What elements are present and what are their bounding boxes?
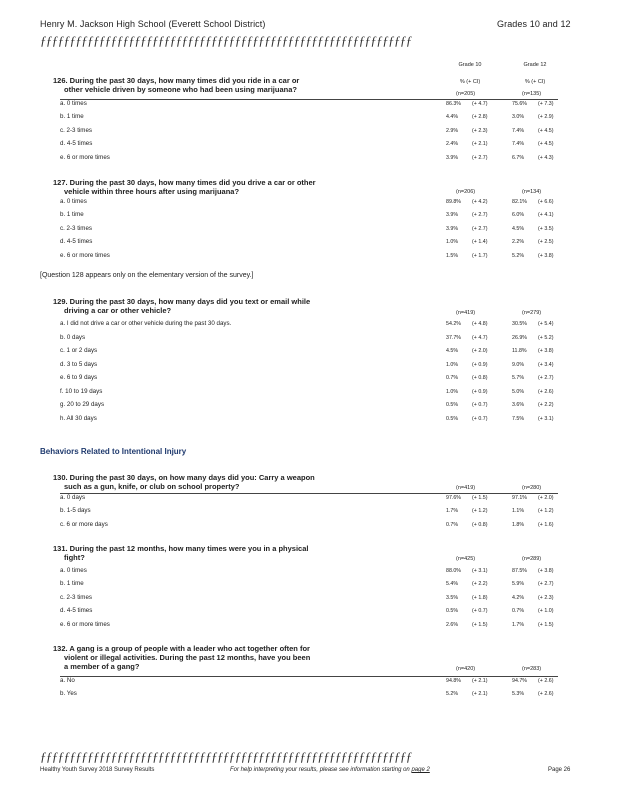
grade12-ci: (+ 2.7) — [538, 375, 554, 381]
grade12-ci: (+ 7.3) — [538, 101, 554, 107]
grade10-sample-size: (n=205) — [456, 91, 476, 97]
grades-label: Grades 10 and 12 — [497, 19, 571, 29]
grade12-ci: (+ 2.7) — [538, 581, 554, 588]
grade12-percent: 94.7% — [512, 678, 528, 684]
grade12-ci: (+ 1.6) — [538, 521, 554, 528]
grade10-sample-size: (n=419) — [456, 485, 476, 491]
question-line: 127. During the past 30 days, how many times did you drive a car or other — [53, 178, 316, 187]
grade10-percent: 1.0% — [446, 239, 459, 246]
grade10-percent: 0.5% — [446, 608, 459, 615]
answer-label: a. 0 times — [60, 100, 87, 107]
question-line: such as a gun, knife, or club on school property? — [64, 482, 240, 491]
grade10-ci: (+ 2.3) — [472, 127, 488, 134]
answer-label: c. 2-3 times — [60, 126, 92, 134]
footer-divider: ƒƒƒƒƒƒƒƒƒƒƒƒƒƒƒƒƒƒƒƒƒƒƒƒƒƒƒƒƒƒƒƒƒƒƒƒƒƒƒƒƒƒƒƒƒƒƒƒƒƒƒƒƒƒƒƒƒƒƒƒƒƒƒ — [40, 749, 412, 764]
question-line: driving a car or other vehicle? — [64, 306, 172, 315]
grade12-sample-size: (n=135) — [522, 91, 542, 97]
grade10-ci: (+ 4.8) — [472, 321, 488, 327]
answer-label: c. 2-3 times — [60, 593, 92, 601]
answer-label: a. No — [60, 677, 75, 684]
grade10-ci: (+ 0.8) — [472, 521, 488, 528]
answer-label: d. 4-5 times — [60, 238, 93, 246]
grade10-percent: 3.9% — [446, 225, 459, 232]
grade12-percent: 1.7% — [512, 621, 525, 628]
grade12-ci: (+ 1.2) — [538, 508, 554, 515]
question-line: 131. During the past 12 months, how many times were you in a physical — [53, 544, 309, 553]
grade12-percent: 5.0% — [512, 388, 525, 395]
grade12-percent: 26.9% — [512, 334, 528, 341]
grade10-percent: 54.2% — [446, 321, 462, 327]
question-line: 132. A gang is a group of people with a leader who act together often for — [53, 644, 310, 653]
answer-label: h. All 30 days — [60, 414, 97, 422]
grade10-ci: (+ 4.7) — [472, 101, 488, 107]
grade12-ci: (+ 3.4) — [538, 361, 554, 368]
footer-page-link[interactable]: page 2 — [411, 767, 430, 773]
grade10-percent: 0.7% — [446, 521, 459, 528]
grade10-percent: 3.9% — [446, 212, 459, 219]
grade12-percent: 7.4% — [512, 127, 525, 134]
grade12-sample-size: (n=289) — [522, 556, 542, 562]
grade12-sample-size: (n=283) — [522, 666, 542, 672]
grade12-sample-size: (n=280) — [522, 485, 542, 491]
grade12-ci: (+ 2.6) — [538, 388, 554, 395]
question-line: a member of a gang? — [64, 662, 140, 671]
grade10-percent: 1.7% — [446, 508, 459, 515]
grade12-ci: (+ 6.6) — [538, 199, 554, 205]
answer-label: c. 1 or 2 days — [60, 347, 98, 354]
grade12-percent: 11.8% — [512, 348, 527, 354]
grade10-percent: 1.0% — [446, 361, 459, 368]
grade12-ci: (+ 4.1) — [538, 212, 554, 219]
answer-label: a. I did not drive a car or other vehicle during the past 30 days. — [60, 320, 232, 327]
grade12-percent: 0.7% — [512, 608, 525, 615]
grade10-ci: (+ 2.0) — [472, 348, 488, 354]
grade12-percent: 4.2% — [512, 594, 525, 601]
grade10-ci: (+ 2.1) — [472, 691, 488, 698]
question-text — [53, 297, 363, 315]
grade12-percent: 5.3% — [512, 691, 525, 698]
grade12-ci: (+ 2.2) — [538, 402, 554, 408]
grade10-ci: (+ 0.7) — [472, 415, 488, 422]
grade10-ci: (+ 0.9) — [472, 388, 488, 395]
grade10-percent: 3.9% — [446, 154, 459, 161]
grade10-percent: 4.5% — [446, 348, 459, 354]
answer-label: e. 6 to 9 days — [60, 374, 98, 381]
footer-help-text — [230, 767, 430, 773]
grade10-ci: (+ 0.7) — [472, 402, 488, 408]
question-128-note: [Question 128 appears only on the elementary version of the survey.] — [40, 272, 254, 279]
grade12-ci: (+ 2.3) — [538, 594, 554, 601]
grade12-ci: (+ 4.5) — [538, 127, 554, 134]
grade12-ci: (+ 2.9) — [538, 114, 554, 121]
answer-label: a. 0 days — [60, 494, 86, 501]
grade10-ci: (+ 1.5) — [472, 495, 488, 501]
answer-label: a. 0 times — [60, 567, 87, 574]
grade12-ci: (+ 2.5) — [538, 239, 554, 246]
grade12-percent: 30.5% — [512, 321, 528, 327]
question-line: 126. During the past 30 days, how many times did you ride in a car or — [53, 76, 300, 85]
grade12-percent: 5.7% — [512, 375, 525, 381]
grade12-percent: 3.6% — [512, 402, 525, 408]
grade12-percent: 6.7% — [512, 154, 525, 161]
question-text — [53, 544, 363, 562]
grade12-subheading: % (+ CI) — [524, 79, 546, 85]
row-divider — [60, 493, 558, 494]
grade10-percent: 1.5% — [446, 252, 459, 259]
grade10-ci: (+ 1.7) — [472, 252, 488, 259]
footer-help-prefix: For help interpreting your results, please see information starting on — [230, 767, 410, 773]
grade10-ci: (+ 0.7) — [472, 608, 488, 615]
question-line: 129. During the past 30 days, how many days did you text or email while — [53, 297, 311, 306]
answer-label: e. 6 or more times — [60, 153, 110, 161]
grade10-ci: (+ 2.7) — [472, 225, 488, 232]
grade10-sample-size: (n=419) — [456, 310, 476, 316]
grade12-percent: 5.9% — [512, 581, 525, 588]
grade10-sample-size: (n=425) — [456, 556, 476, 562]
question-text — [53, 76, 363, 94]
grade12-percent: 4.5% — [512, 225, 525, 232]
grade10-percent: 1.0% — [446, 388, 459, 395]
answer-label: e. 6 or more times — [60, 620, 110, 628]
grade10-ci: (+ 1.4) — [472, 239, 488, 246]
grade12-percent: 87.5% — [512, 568, 528, 574]
header-divider: ƒƒƒƒƒƒƒƒƒƒƒƒƒƒƒƒƒƒƒƒƒƒƒƒƒƒƒƒƒƒƒƒƒƒƒƒƒƒƒƒƒƒƒƒƒƒƒƒƒƒƒƒƒƒƒƒƒƒƒƒƒƒƒ — [40, 33, 412, 48]
grade12-heading: Grade 12 — [523, 62, 547, 68]
grade12-percent: 3.0% — [512, 114, 525, 121]
grade10-percent: 37.7% — [446, 334, 462, 341]
question-line: violent or illegal activities. During the past 12 months, have you been — [64, 653, 311, 662]
row-divider — [60, 99, 558, 100]
grade12-ci: (+ 1.5) — [538, 621, 554, 628]
grade10-ci: (+ 4.2) — [472, 199, 488, 205]
footer-page-number: Page 26 — [548, 767, 571, 773]
grade12-percent: 2.2% — [512, 239, 525, 246]
grade12-percent: 7.5% — [512, 415, 525, 422]
answer-label: c. 6 or more days — [60, 520, 108, 528]
question-text — [53, 178, 363, 196]
grade10-percent: 94.8% — [446, 678, 462, 684]
grade10-percent: 89.8% — [446, 199, 462, 205]
grade12-percent: 6.0% — [512, 212, 525, 219]
grade10-percent: 0.5% — [446, 415, 459, 422]
answer-label: b. 1-5 days — [60, 507, 91, 515]
answer-label: c. 2-3 times — [60, 224, 92, 232]
grade10-percent: 2.6% — [446, 621, 459, 628]
school-title: Henry M. Jackson High School (Everett School District) — [40, 19, 266, 29]
answer-label: f. 10 to 19 days — [60, 387, 103, 395]
answer-label: g. 20 to 29 days — [60, 401, 105, 408]
grade12-ci: (+ 4.3) — [538, 154, 554, 161]
grade10-heading: Grade 10 — [458, 62, 482, 68]
question-text — [53, 644, 363, 671]
grade12-percent: 75.6% — [512, 101, 528, 107]
grade10-subheading: % (+ CI) — [459, 79, 481, 85]
grade10-ci: (+ 1.8) — [472, 594, 488, 601]
grade10-percent: 88.0% — [446, 568, 462, 574]
answer-label: d. 4-5 times — [60, 140, 93, 148]
grade12-ci: (+ 3.8) — [538, 252, 554, 259]
answer-label: b. 1 time — [60, 580, 84, 588]
grade10-ci: (+ 3.1) — [472, 568, 488, 574]
grade10-ci: (+ 1.5) — [472, 621, 488, 628]
grade10-ci: (+ 0.9) — [472, 361, 488, 368]
grade12-ci: (+ 5.4) — [538, 321, 554, 327]
grade12-percent: 5.2% — [512, 252, 525, 259]
answer-label: b. Yes — [60, 690, 77, 698]
grade10-ci: (+ 2.1) — [472, 678, 488, 684]
grade10-ci: (+ 0.8) — [472, 375, 488, 381]
grade10-percent: 0.7% — [446, 375, 459, 381]
grade10-percent: 0.5% — [446, 402, 459, 408]
grade12-ci: (+ 2.0) — [538, 495, 554, 501]
grade12-ci: (+ 5.2) — [538, 334, 554, 341]
grade10-sample-size: (n=206) — [456, 189, 476, 195]
grade12-percent: 1.1% — [512, 508, 525, 515]
question-line: fight? — [64, 553, 85, 562]
footer-survey-title: Healthy Youth Survey 2018 Survey Results — [40, 767, 155, 773]
grade12-ci: (+ 3.5) — [538, 225, 554, 232]
grade10-percent: 86.3% — [446, 101, 462, 107]
row-divider — [60, 676, 558, 677]
answer-label: e. 6 or more times — [60, 251, 110, 259]
grade12-percent: 7.4% — [512, 141, 525, 148]
question-line: vehicle within three hours after using marijuana? — [64, 187, 240, 196]
grade12-sample-size: (n=279) — [522, 310, 542, 316]
grade10-ci: (+ 4.7) — [472, 334, 488, 341]
grade10-percent: 4.4% — [446, 114, 459, 121]
grade12-ci: (+ 3.1) — [538, 415, 554, 422]
grade10-percent: 5.4% — [446, 581, 459, 588]
grade10-ci: (+ 2.2) — [472, 581, 488, 588]
question-line: 130. During the past 30 days, on how many days did you: Carry a weapon — [53, 473, 315, 482]
grade10-ci: (+ 2.7) — [472, 154, 488, 161]
answer-label: d. 3 to 5 days — [60, 360, 98, 368]
grade10-ci: (+ 1.2) — [472, 508, 488, 515]
grade12-ci: (+ 3.8) — [538, 348, 554, 354]
grade12-percent: 82.1% — [512, 199, 528, 205]
grade10-ci: (+ 2.1) — [472, 141, 488, 148]
grade12-percent: 9.0% — [512, 361, 525, 368]
grade10-ci: (+ 2.8) — [472, 114, 488, 121]
grade12-percent: 1.8% — [512, 521, 525, 528]
grade12-ci: (+ 2.6) — [538, 678, 554, 684]
answer-label: a. 0 times — [60, 198, 87, 205]
grade12-sample-size: (n=134) — [522, 189, 542, 195]
grade12-ci: (+ 1.0) — [538, 608, 554, 615]
answer-label: d. 4-5 times — [60, 607, 93, 615]
grade10-percent: 2.4% — [446, 141, 459, 148]
grade10-sample-size: (n=420) — [456, 666, 476, 672]
grade10-percent: 5.2% — [446, 691, 459, 698]
grade10-percent: 3.5% — [446, 594, 459, 601]
grade10-ci: (+ 2.7) — [472, 212, 488, 219]
answer-label: b. 1 time — [60, 113, 84, 121]
section-title: Behaviors Related to Intentional Injury — [40, 447, 187, 456]
grade12-ci: (+ 4.5) — [538, 141, 554, 148]
grade12-ci: (+ 2.6) — [538, 691, 554, 698]
question-text — [53, 473, 363, 491]
grade10-percent: 97.6% — [446, 495, 462, 501]
grade12-percent: 97.1% — [512, 495, 528, 501]
grade12-ci: (+ 3.8) — [538, 568, 554, 574]
answer-label: b. 1 time — [60, 211, 84, 219]
question-line: other vehicle driven by someone who had been using marijuana? — [64, 85, 297, 94]
answer-label: b. 0 days — [60, 333, 86, 341]
grade10-percent: 2.9% — [446, 127, 459, 134]
